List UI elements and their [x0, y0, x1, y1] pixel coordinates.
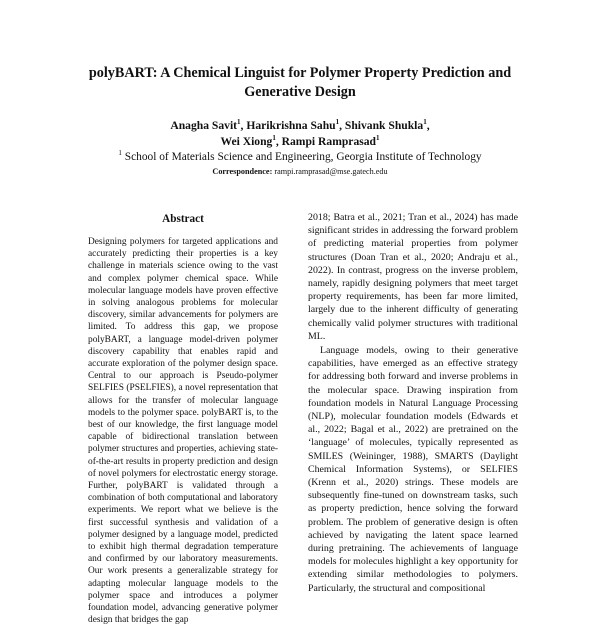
abstract-body: Designing polymers for targeted applications and accurately predicting their properties is a key challenge in materials science owing to the vast and complex polymer chemical space. While molecular language models have proven effective in solving analogous problems for molecular discovery, similar advancements for polymers are limited. To address this gap, we propose polyBART, a language model-driven polymer discovery capability that enables rapid and accurate exploration of the polymer design space. Central to our approach is Pseudo-polymer SELFIES (PSELFIES), a novel representation that allows for the transfer of molecular language models to the polymer space. polyBART is, to the best of our knowledge, the first language model capable of bidirectional translation between polymer structures and properties, achieving state-of-the-art results in property prediction and design of novel polymers for electrostatic energy storage. Further, polyBART is validated through a combination of both computational and laboratory experiments. We report what we believe is the first successful synthesis and validation of a polymer designed by a language model, predicted to exhibit high thermal degradation temperature and confirmed by our laboratory measurements. Our work presents a generalizable strategy for adapting molecular language models to the polymer space and introduces a polymer foundation model, advancing generative polymer design that bridges the gap [88, 237, 278, 626]
correspondence-label: Correspondence: [212, 167, 273, 176]
author-line-1 [60, 118, 540, 134]
author-name: Shivank Shukla [344, 119, 424, 132]
author-name: Harikrishna Sahu [246, 119, 336, 132]
author-separator: , [426, 119, 430, 132]
body-paragraph: Language models, owing to their generative capabilities, have emerged as an effective strategy for addressing both forward and inverse problems in the molecular space. Drawing inspiration from foundation models in Natural Language Processing (NLP), molecular foundation models (Edwards et al., 2022; Bagal et al., 2022) are pretrained on the ‘language’ of molecules, typically represented as SMILES (Weininger, 1988), SMARTS (Daylight Chemical Information Systems), or SELFIES (Krenn et al., 2020) strings. These models are subsequently fine-tuned on downstream tasks, such as property prediction, hence solving the forward problem. The problem of generative design is often achieved by navigating the latent space learned during pretraining. The achievements of language models for molecules highlight a key opportunity for extending similar methodologies to polymers. Particularly, the structural and compositional [308, 345, 518, 594]
author-separator: , [240, 119, 247, 132]
affiliation [40, 150, 560, 164]
correspondence-email[interactable]: rampi.ramprasad@mse.gatech.edu [274, 167, 388, 176]
author-affiliation-mark: 1 [237, 118, 241, 127]
affiliation-mark: 1 [118, 149, 122, 158]
author-separator: , [339, 119, 345, 132]
paper-title: polyBART: A Chemical Linguist for Polymer Property Prediction and Generative Design [88, 65, 512, 100]
introduction-column [308, 211, 518, 595]
author-separator: , [275, 135, 282, 148]
affiliation-text: School of Materials Science and Engineering, Georgia Institute of Technology [124, 151, 482, 163]
author-name: Wei Xiong [220, 135, 273, 148]
author-affiliation-mark: 1 [423, 118, 427, 127]
body-paragraph: 2018; Batra et al., 2021; Tran et al., 2024) has made significant strides in addressing the forward problem of predicting material properties from polymer structures (Doan Tran et al., 2020; Andraju et al., 2022). In contrast, progress on the inverse problem, namely, rapidly designing polymers that meet target property requirements, has been far more limited, largely due to the inherent difficulty of generating chemically valid polymer structures with traditional ML. [308, 212, 518, 342]
author-name: Rampi Ramprasad [281, 135, 377, 148]
author-affiliation-mark: 1 [335, 118, 340, 127]
author-line-2 [60, 134, 540, 150]
correspondence [60, 166, 540, 178]
author-affiliation-mark: 1 [272, 134, 276, 143]
author-list [60, 118, 540, 150]
author-affiliation-mark: 1 [376, 134, 380, 143]
abstract-heading: Abstract [162, 213, 204, 225]
author-name: Anagha Savit [170, 119, 238, 132]
